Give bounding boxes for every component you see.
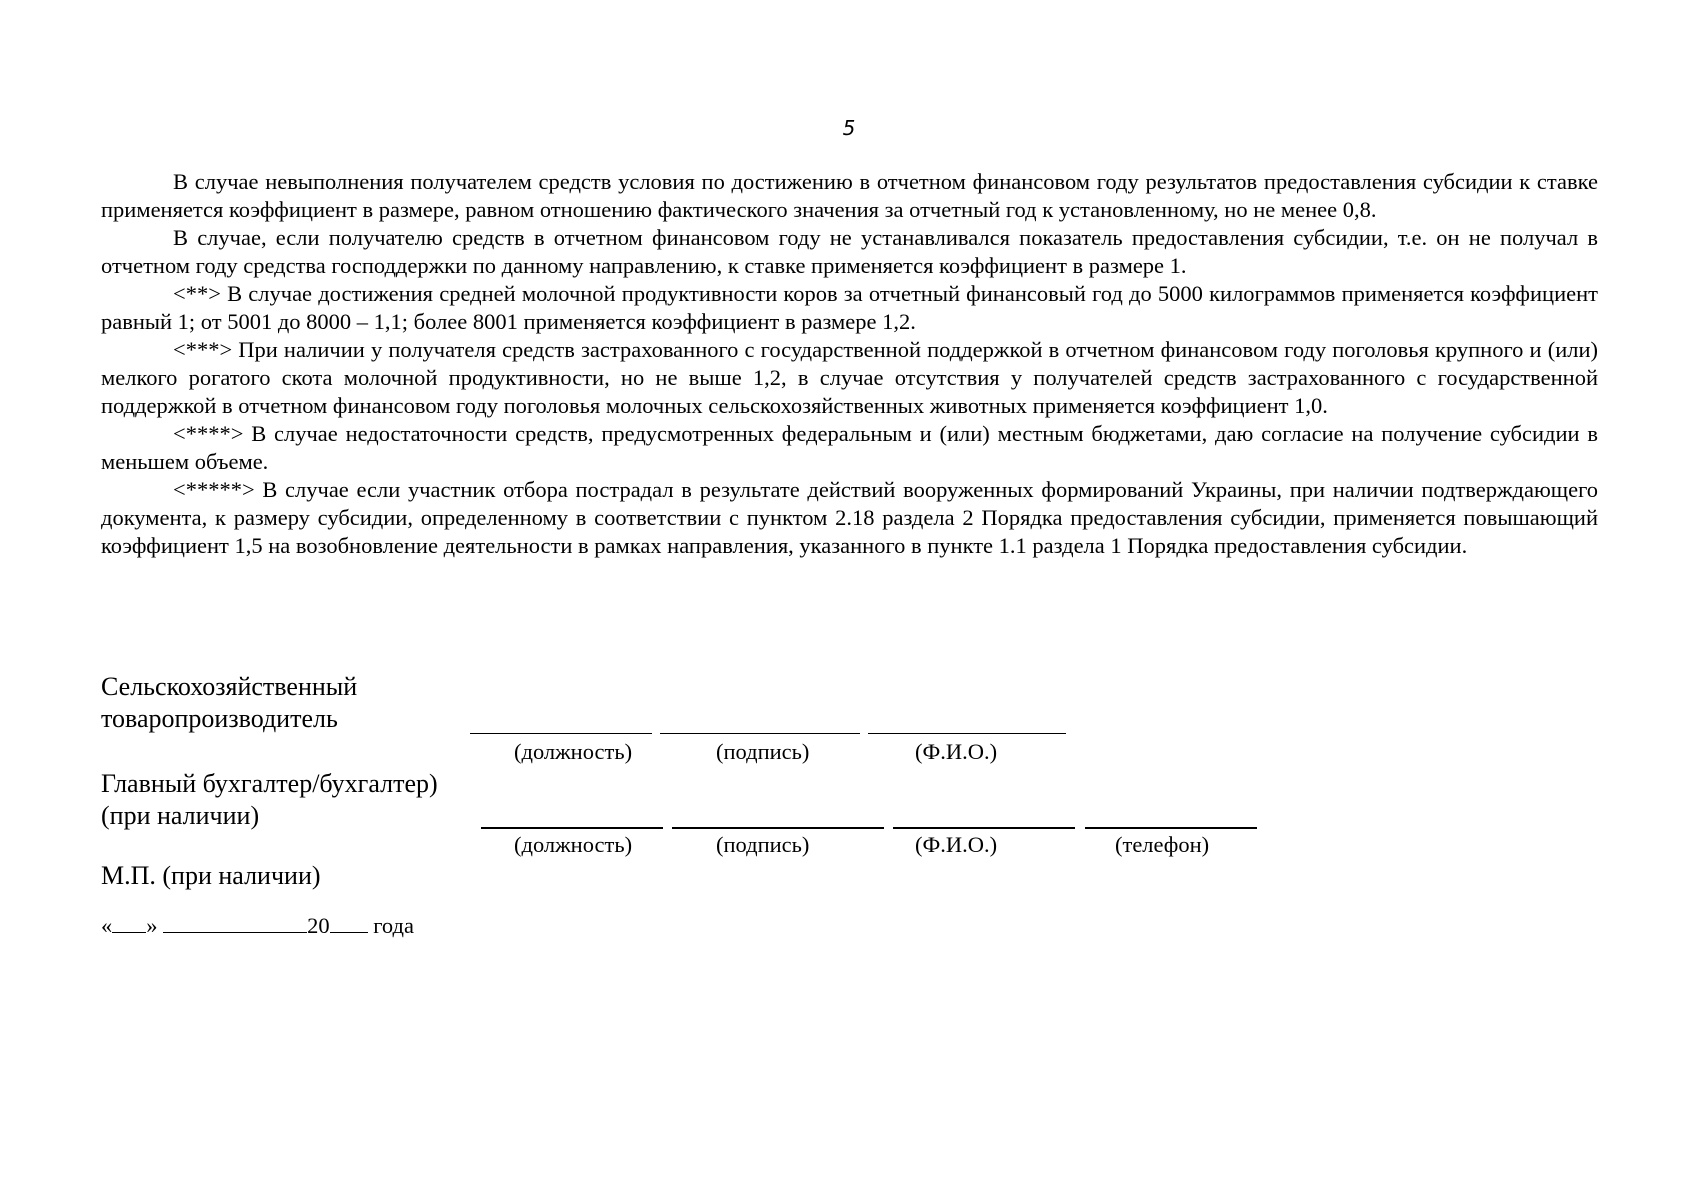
date-year-suffix: года <box>373 913 414 938</box>
accountant-phone-caption: (телефон) <box>1115 832 1210 857</box>
producer-position-line[interactable] <box>470 733 652 734</box>
producer-signature-caption: (подпись) <box>716 739 810 764</box>
accountant-name-caption: (Ф.И.О.) <box>915 832 998 857</box>
accountant-signature-caption: (подпись) <box>716 832 810 857</box>
date-year-prefix: 20 <box>307 913 330 938</box>
date-day-blank[interactable] <box>112 912 146 933</box>
accountant-phone-line[interactable] <box>1085 827 1257 829</box>
accountant-signature-line[interactable] <box>672 827 884 829</box>
producer-signature-line[interactable] <box>660 733 860 734</box>
page-number: 5 <box>842 116 856 140</box>
date-year-blank[interactable] <box>330 912 368 933</box>
paragraph-footnote-3: <***> При наличии у получателя средств застрахованного с государственной поддержкой в отчетном финансовом году поголовья крупного и (или) мелкого рогатого скота молочной продуктивности, но не выше 1,2, в случае отсутствия у получателей средств застрахованного с государственной поддержкой в отчетном финансовом году поголовья молочных сельскохозяйственных животных применяется коэффициент 1,0. <box>101 337 1598 418</box>
paragraph-footnote-2: <**> В случае достижения средней молочной продуктивности коров за отчетный финансовый год до 5000 килограммов применяется коэффициент равный 1; от 5001 до 8000 – 1,1; более 8001 применяется коэффициент в размере 1,2. <box>101 281 1598 334</box>
paragraph-footnote-4: <****> В случае недостаточности средств, предусмотренных федеральным и (или) местным бюджетами, даю согласие на получение субсидии в меньшем объеме. <box>101 421 1598 474</box>
stamp-label: М.П. (при наличии) <box>101 861 321 890</box>
date-line <box>101 912 414 940</box>
accountant-position-caption: (должность) <box>514 832 633 857</box>
accountant-label-line1: Главный бухгалтер/бухгалтер) <box>101 769 438 798</box>
producer-label-line2: товаропроизводитель <box>101 704 338 733</box>
accountant-position-line[interactable] <box>481 827 663 829</box>
producer-label-line1: Сельскохозяйственный <box>101 672 358 701</box>
document-body <box>101 168 1598 560</box>
date-close-quote: » <box>146 913 158 938</box>
date-month-blank[interactable] <box>163 912 307 933</box>
producer-name-caption: (Ф.И.О.) <box>915 739 998 764</box>
paragraph-footnote-5: <*****> В случае если участник отбора пострадал в результате действий вооруженных формирований Украины, при наличии подтверждающего документа, к размеру субсидии, определенному в соответствии с пунктом 2.18 раздела 2 Порядка предоставления субсидии, применяется повышающий коэффициент 1,5 на возобновление деятельности в рамках направления, указанного в пункте 1.1 раздела 1 Порядка предоставления субсидии. <box>101 477 1598 558</box>
paragraph-coefficient-failure: В случае невыполнения получателем средств условия по достижению в отчетном финансовом году результатов предоставления субсидии к ставке применяется коэффициент в размере, равном отношению фактического значения за отчетный год к установленному, но не менее 0,8. <box>101 169 1598 222</box>
producer-name-line[interactable] <box>868 733 1066 734</box>
accountant-label-line2: (при наличии) <box>101 801 260 830</box>
producer-position-caption: (должность) <box>514 739 633 764</box>
accountant-name-line[interactable] <box>893 827 1075 829</box>
date-open-quote: « <box>101 913 113 938</box>
paragraph-coefficient-no-indicator: В случае, если получателю средств в отчетном финансовом году не устанавливался показатель предоставления субсидии, т.е. он не получал в отчетном году средства господдержки по данному направлению, к ставке применяется коэффициент в размере 1. <box>101 225 1598 278</box>
